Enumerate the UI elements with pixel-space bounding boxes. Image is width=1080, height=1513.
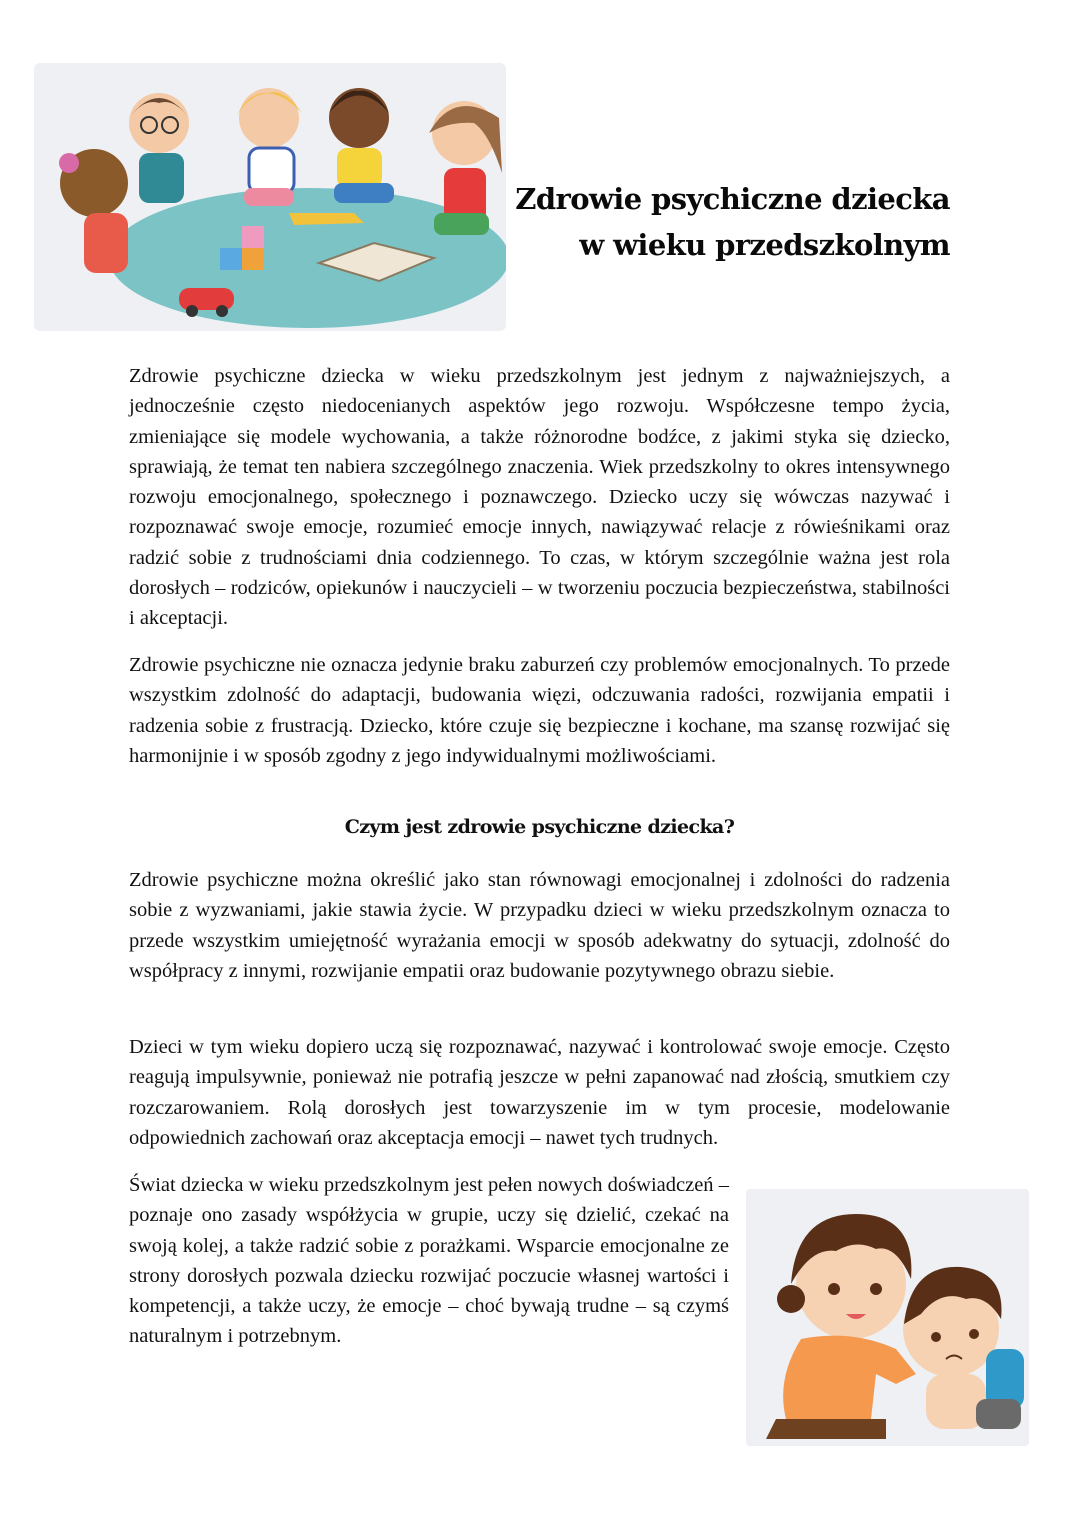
paragraph-text: Dzieci w tym wieku dopiero uczą się rozpoznawać, nazywać i kontrolować swoje emocje. Często reagują impulsywnie, ponieważ nie potrafią jeszcze w pełni zapanować nad złością, smutkiem czy rozczarowaniem. Rolą dorosłych jest towarzyszenie im w tym procesie, modelowanie odpowiednich zachowań oraz akceptacja emocji – nawet tych trudnych. xyxy=(129,1036,950,1149)
adult-figure xyxy=(766,1214,916,1439)
child-figure-sad xyxy=(903,1267,1024,1429)
definition-paragraph xyxy=(129,865,950,986)
paragraph-text: Zdrowie psychiczne nie oznacza jedynie braku zaburzeń czy problemów emocjonalnych. To przede wszystkim zdolność do adaptacji, budowania więzi, odczuwania radości, rozwijania empatii i radzenia sobie z frustracją. Dziecko, które czuje się bezpieczne i kochane, ma szansę rozwijać się harmonijnie i w sposób zgodny z jego indywidualnymi możliwościami. xyxy=(129,654,950,767)
child-figure xyxy=(429,101,502,235)
child-figure xyxy=(59,149,128,273)
page-title xyxy=(515,176,950,268)
intro-paragraph-1 xyxy=(129,361,950,634)
section-heading: Czym jest zdrowie psychiczne dziecka? xyxy=(344,816,735,838)
paragraph-text: Zdrowie psychiczne dziecka w wieku przedszkolnym jest jednym z najważniejszych, a jednocześnie często niedocenianych aspektów jego rozwoju. Współczesne tempo życia, zmieniające się modele wychowania, a także różnorodne bodźce, z jakimi styka się dziecko, sprawiają, że temat ten nabiera szczególnego znaczenia. Wiek przedszkolny to okres intensywnego rozwoju emocjonalnego, społecznego i poznawczego. Dziecko uczy się wówczas nazywać i rozpoznawać swoje emocje, rozumieć emocje innych, nawiązywać relacje z rówieśnikami oraz radzić sobie z trudnościami dnia codziennego. To czas, w którym szczególnie ważna jest rola dorosłych – rodziców, opiekunów i nauczycieli – w tworzeniu poczucia bezpieczeństwa, stabilności i akceptacji. xyxy=(129,365,950,630)
page-title-line1: Zdrowie psychiczne dziecka xyxy=(515,182,950,216)
child-figure xyxy=(329,88,394,203)
toy-plane xyxy=(289,213,364,225)
world-of-child-paragraph xyxy=(129,1170,729,1352)
paragraph-text: Świat dziecka w wieku przedszkolnym jest pełen nowych doświadczeń – poznaje ono zasady współżycia w grupie, uczy się dzielić, czekać na swoją kolej, a także radzić sobie z porażkami. Wsparcie emocjonalne ze strony dorosłych pozwala dziecku rozwijać poczucie własnej wartości i kompetencji, a także uczy, że emocje – choć bywają trudne – są czymś naturalnym i potrzebnym. xyxy=(129,1174,729,1348)
side-illustration-comforting-child xyxy=(746,1189,1029,1446)
child-figure xyxy=(129,93,189,203)
emotions-paragraph xyxy=(129,1032,950,1153)
child-figure xyxy=(237,88,302,206)
intro-paragraph-2 xyxy=(129,650,950,771)
paragraph-text: Zdrowie psychiczne można określić jako stan równowagi emocjonalnej i zdolności do radzenia sobie z wyzwaniami, jakie stawia życie. W przypadku dzieci w wieku przedszkolnym oznacza to przede wszystkim umiejętność wyrażania emocji w sposób adekwatny do sytuacji, zdolność do współpracy z innymi, rozwijanie empatii oraz budowanie pozytywnego obrazu siebie. xyxy=(129,869,950,982)
page-title-line2: w wieku przedszkolnym xyxy=(579,228,950,262)
hero-illustration-children-circle xyxy=(34,63,506,331)
